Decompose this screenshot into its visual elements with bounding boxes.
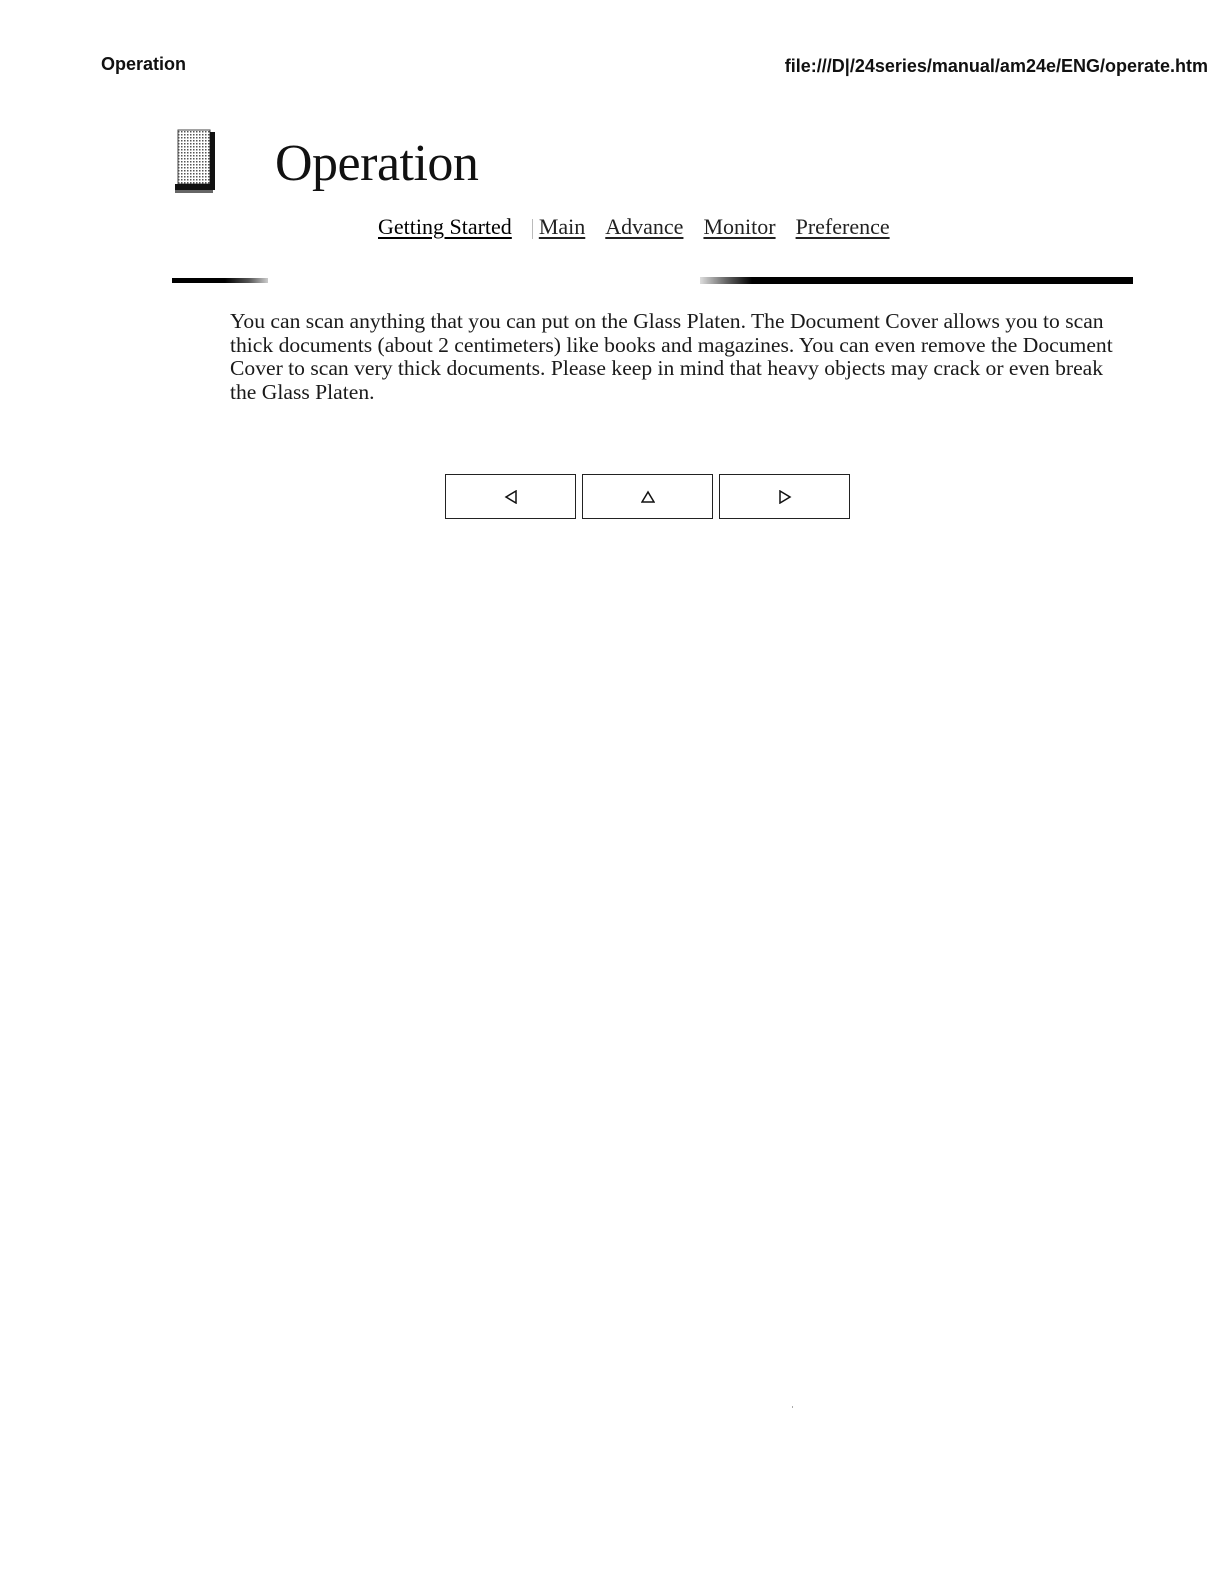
scan-artifact bbox=[792, 1406, 793, 1408]
triangle-right-icon bbox=[778, 490, 792, 504]
print-header-url: file:///D|/24series/manual/am24e/ENG/operate.htm bbox=[784, 56, 1208, 76]
nav-link-monitor[interactable]: Monitor bbox=[703, 214, 776, 239]
topic-navigation bbox=[378, 212, 910, 242]
print-header-title: Operation bbox=[101, 54, 187, 74]
next-page-button[interactable] bbox=[719, 474, 850, 519]
nav-link-main[interactable]: Main bbox=[538, 214, 586, 239]
page-navigation-buttons bbox=[445, 474, 850, 519]
nav-link-preference[interactable]: Preference bbox=[795, 214, 890, 239]
previous-page-button[interactable] bbox=[445, 474, 576, 519]
triangle-up-icon bbox=[641, 490, 655, 504]
nav-link-getting-started[interactable]: Getting Started bbox=[378, 214, 512, 239]
nav-separator bbox=[532, 219, 533, 239]
nav-link-advance[interactable]: Advance bbox=[605, 214, 684, 239]
divider-right bbox=[700, 277, 1133, 284]
divider-left bbox=[172, 278, 268, 283]
up-page-button[interactable] bbox=[582, 474, 713, 519]
page-title: Operation bbox=[275, 135, 479, 192]
triangle-left-icon bbox=[504, 490, 518, 504]
book-icon bbox=[172, 128, 216, 196]
body-paragraph: You can scan anything that you can put on the Glass Platen. The Document Cover allows you to scan thick documents (about 2 centimeters) like books and magazines. You can even remove the Document Cover to scan very thick documents. Please keep in mind that heavy objects may crack or even break the Glass Platen. bbox=[230, 309, 1113, 404]
